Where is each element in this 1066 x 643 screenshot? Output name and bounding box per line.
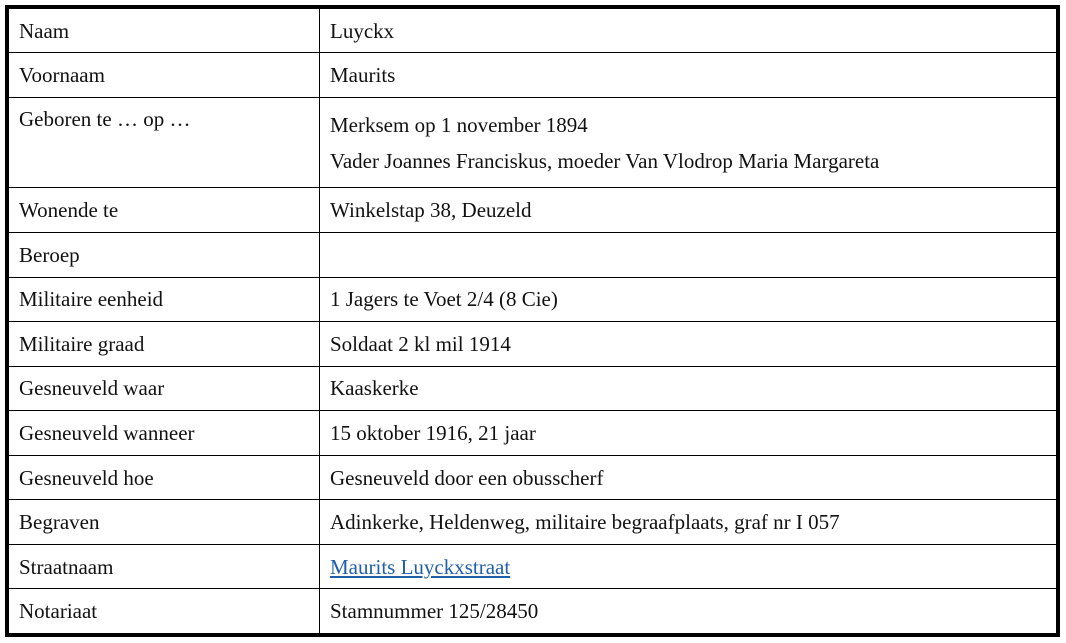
row-label: Geboren te … op … <box>9 98 320 188</box>
row-wonende <box>9 188 1056 233</box>
record-card <box>5 5 1060 637</box>
row-notariaat <box>9 589 1056 633</box>
row-label: Militaire eenheid <box>9 277 320 322</box>
row-gesneuveld-wanneer <box>9 411 1056 456</box>
row-label: Wonende te <box>9 188 320 233</box>
row-value: Soldaat 2 kl mil 1914 <box>320 322 1057 367</box>
row-militaire-graad <box>9 322 1056 367</box>
row-label: Beroep <box>9 232 320 277</box>
row-label: Gesneuveld hoe <box>9 455 320 500</box>
row-value: Kaaskerke <box>320 366 1057 411</box>
row-geboren <box>9 98 1056 188</box>
row-straatnaam <box>9 544 1056 589</box>
row-value <box>320 232 1057 277</box>
row-value <box>320 544 1057 589</box>
parents-names: Vader Joannes Franciskus, moeder Van Vlodrop Maria Margareta <box>330 148 880 173</box>
row-beroep <box>9 232 1056 277</box>
row-label: Gesneuveld wanneer <box>9 411 320 456</box>
row-gesneuveld-waar <box>9 366 1056 411</box>
row-naam <box>9 9 1056 53</box>
row-value: Stamnummer 125/28450 <box>320 589 1057 633</box>
row-label: Straatnaam <box>9 544 320 589</box>
birth-place-date: Merksem op 1 november 1894 <box>330 112 588 137</box>
row-label: Militaire graad <box>9 322 320 367</box>
row-value: Adinkerke, Heldenweg, militaire begraafplaats, graf nr I 057 <box>320 500 1057 545</box>
row-gesneuveld-hoe <box>9 455 1056 500</box>
row-begraven <box>9 500 1056 545</box>
street-name-link[interactable]: Maurits Luyckxstraat <box>330 554 511 579</box>
row-value: 1 Jagers te Voet 2/4 (8 Cie) <box>320 277 1057 322</box>
row-militaire-eenheid <box>9 277 1056 322</box>
row-value <box>320 98 1057 188</box>
row-label: Voornaam <box>9 53 320 98</box>
row-label: Naam <box>9 9 320 53</box>
row-value: Winkelstap 38, Deuzeld <box>320 188 1057 233</box>
row-label: Gesneuveld waar <box>9 366 320 411</box>
record-table <box>9 9 1056 633</box>
row-value: 15 oktober 1916, 21 jaar <box>320 411 1057 456</box>
row-value: Luyckx <box>320 9 1057 53</box>
row-value: Maurits <box>320 53 1057 98</box>
row-label: Begraven <box>9 500 320 545</box>
row-voornaam <box>9 53 1056 98</box>
row-label: Notariaat <box>9 589 320 633</box>
row-value: Gesneuveld door een obusscherf <box>320 455 1057 500</box>
